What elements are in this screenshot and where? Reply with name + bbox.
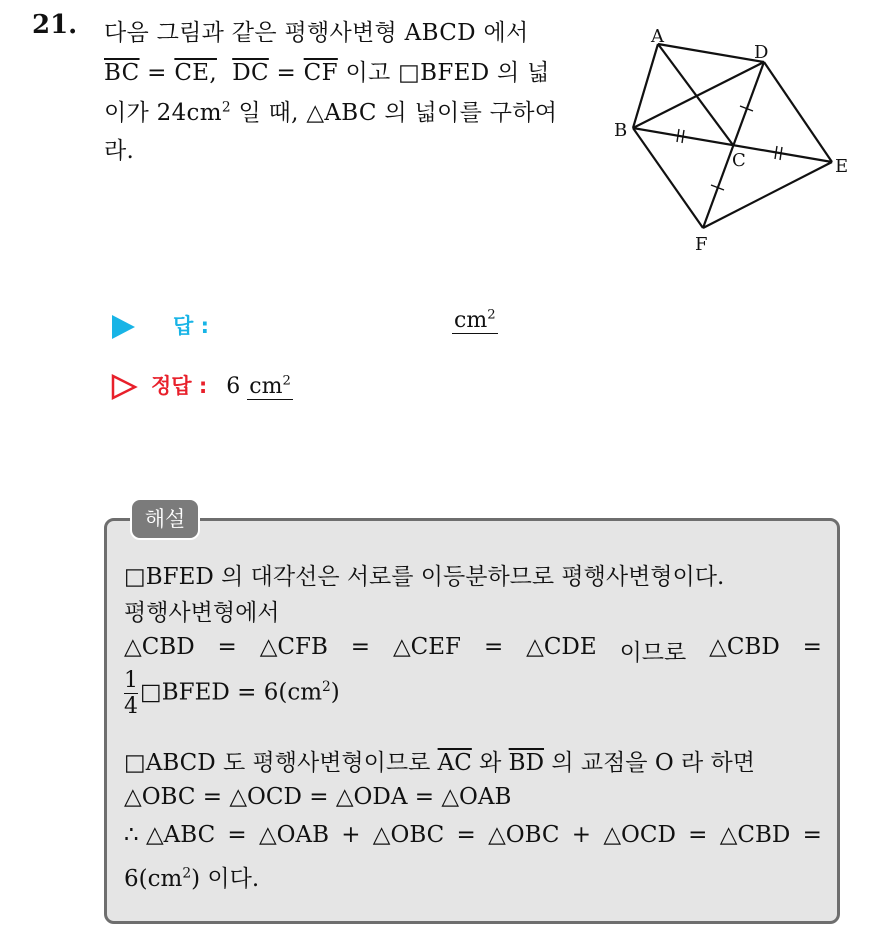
question-line-4: 라. <box>104 138 135 164</box>
solution-line-5-post: 의 교점을 O 라 하면 <box>551 750 755 776</box>
diagonal-ac <box>658 44 733 145</box>
tick-ce-1 <box>775 146 777 159</box>
solution-term: = <box>456 822 476 848</box>
play-outline-icon <box>110 373 138 401</box>
solution-term: 이므로 <box>619 640 687 666</box>
solution-term: ∴ △ABC <box>124 822 216 848</box>
segment-ce: CE, <box>174 60 217 86</box>
answer-unit <box>452 308 498 334</box>
solution-line-4 <box>124 668 340 719</box>
solution-term: + <box>341 822 361 848</box>
tick-bc-1 <box>677 129 679 142</box>
solution-term: △CDE <box>526 634 597 660</box>
parallelogram-figure <box>600 18 870 263</box>
correct-answer-value: 6 <box>226 374 241 399</box>
label-a: A <box>651 26 664 47</box>
play-filled-icon <box>110 314 136 340</box>
solution-term: △CEF <box>392 634 462 660</box>
solution-line-8-exponent: 2 <box>182 865 192 882</box>
solution-term: + <box>571 822 592 848</box>
edge-bf <box>633 128 703 228</box>
segment-dc: $\overline{DC}$ <box>232 60 269 86</box>
question-line-2 <box>104 54 550 87</box>
question-line-3-rest: 일 때, △ABC 의 넓이를 구하여 <box>230 100 558 126</box>
solution-term: △CBD <box>709 634 780 660</box>
question-line-3 <box>104 94 557 127</box>
question-line-1: 다음 그림과 같은 평행사변형 ABCD 에서 <box>104 20 529 46</box>
question-number: 21. <box>32 10 78 40</box>
fraction-one-quarter <box>124 668 138 719</box>
solution-term: △OBC <box>372 822 445 848</box>
label-d: D <box>754 42 769 63</box>
answer-blank[interactable] <box>452 308 498 333</box>
solution-line-8 <box>124 860 259 893</box>
answer-label: 답 : <box>173 314 209 338</box>
label-e: E <box>835 156 849 177</box>
solution-line-5-pre: □ABCD 도 평행사변형이므로 <box>124 750 431 776</box>
correct-answer-label: 정답 : <box>151 374 208 398</box>
solution-line-4-close: ) <box>330 679 340 706</box>
area-exponent: 2 <box>221 99 231 116</box>
solution-term: = <box>802 634 822 660</box>
solution-line-2: 평행사변형에서 <box>124 600 280 626</box>
solution-term: △OBC <box>488 822 560 848</box>
solution-line-4-exponent: 2 <box>322 678 331 695</box>
segment-ac: $\overline{AC}$ <box>437 750 472 776</box>
solution-line-4-text: □BFED = 6(cm <box>140 679 323 706</box>
solution-term: = <box>688 822 708 848</box>
solution-term: △CBD <box>124 634 195 660</box>
solution-line-8-post: ) 이다. <box>191 866 260 892</box>
question-line-2-rest: 이고 □BFED 의 넓 <box>345 60 550 86</box>
segment-cf: $\overline{CF}$ <box>303 60 338 86</box>
solution-term: △CBD <box>719 822 791 848</box>
label-c: C <box>732 150 746 171</box>
correct-answer-row <box>110 370 293 401</box>
edge-fe <box>703 162 832 228</box>
solution-line-5-mid: 와 <box>479 750 502 776</box>
fraction-numerator: 1 <box>124 668 138 693</box>
solution-line-7 <box>124 822 822 848</box>
solution-line-1: □BFED 의 대각선은 서로를 이등분하므로 평행사변형이다. <box>124 564 725 590</box>
solution-term: = <box>802 822 822 848</box>
solution-line-3 <box>124 634 822 667</box>
edge-ab <box>633 44 658 128</box>
solution-term: = <box>227 822 247 848</box>
label-f: F <box>695 234 708 255</box>
answer-unit-exponent: 2 <box>487 308 496 323</box>
segment-bc: $\overline{BC}$ <box>104 60 140 86</box>
segment-bd: $\overline{BD}$ <box>508 750 545 776</box>
solution-term: △OCD <box>603 822 676 848</box>
tick-ce-2 <box>780 147 782 160</box>
correct-unit-exponent: 2 <box>282 373 291 389</box>
solution-tag: 해설 <box>130 498 200 540</box>
edge-de <box>764 62 832 162</box>
solution-term: △OAB <box>258 822 330 848</box>
equals-sign: = <box>147 60 167 86</box>
tick-bc-2 <box>682 130 684 143</box>
edge-ad <box>658 44 764 62</box>
solution-line-6: △OBC = △OCD = △ODA = △OAB <box>124 784 512 810</box>
solution-term: △CFB <box>259 634 328 660</box>
area-text: 이가 24cm <box>104 100 222 126</box>
solution-term: = <box>350 634 371 660</box>
answer-unit-text: cm <box>454 308 488 334</box>
fraction-denominator: 4 <box>124 694 138 719</box>
correct-unit-text: cm <box>249 374 283 399</box>
equals-sign: = <box>276 60 297 86</box>
solution-term: = <box>483 634 504 660</box>
solution-line-5 <box>124 744 755 777</box>
solution-term: = <box>217 634 237 660</box>
answer-row <box>110 310 209 340</box>
label-b: B <box>614 120 628 141</box>
solution-line-8-pre: 6(cm <box>124 866 183 892</box>
correct-answer-unit <box>247 374 293 400</box>
